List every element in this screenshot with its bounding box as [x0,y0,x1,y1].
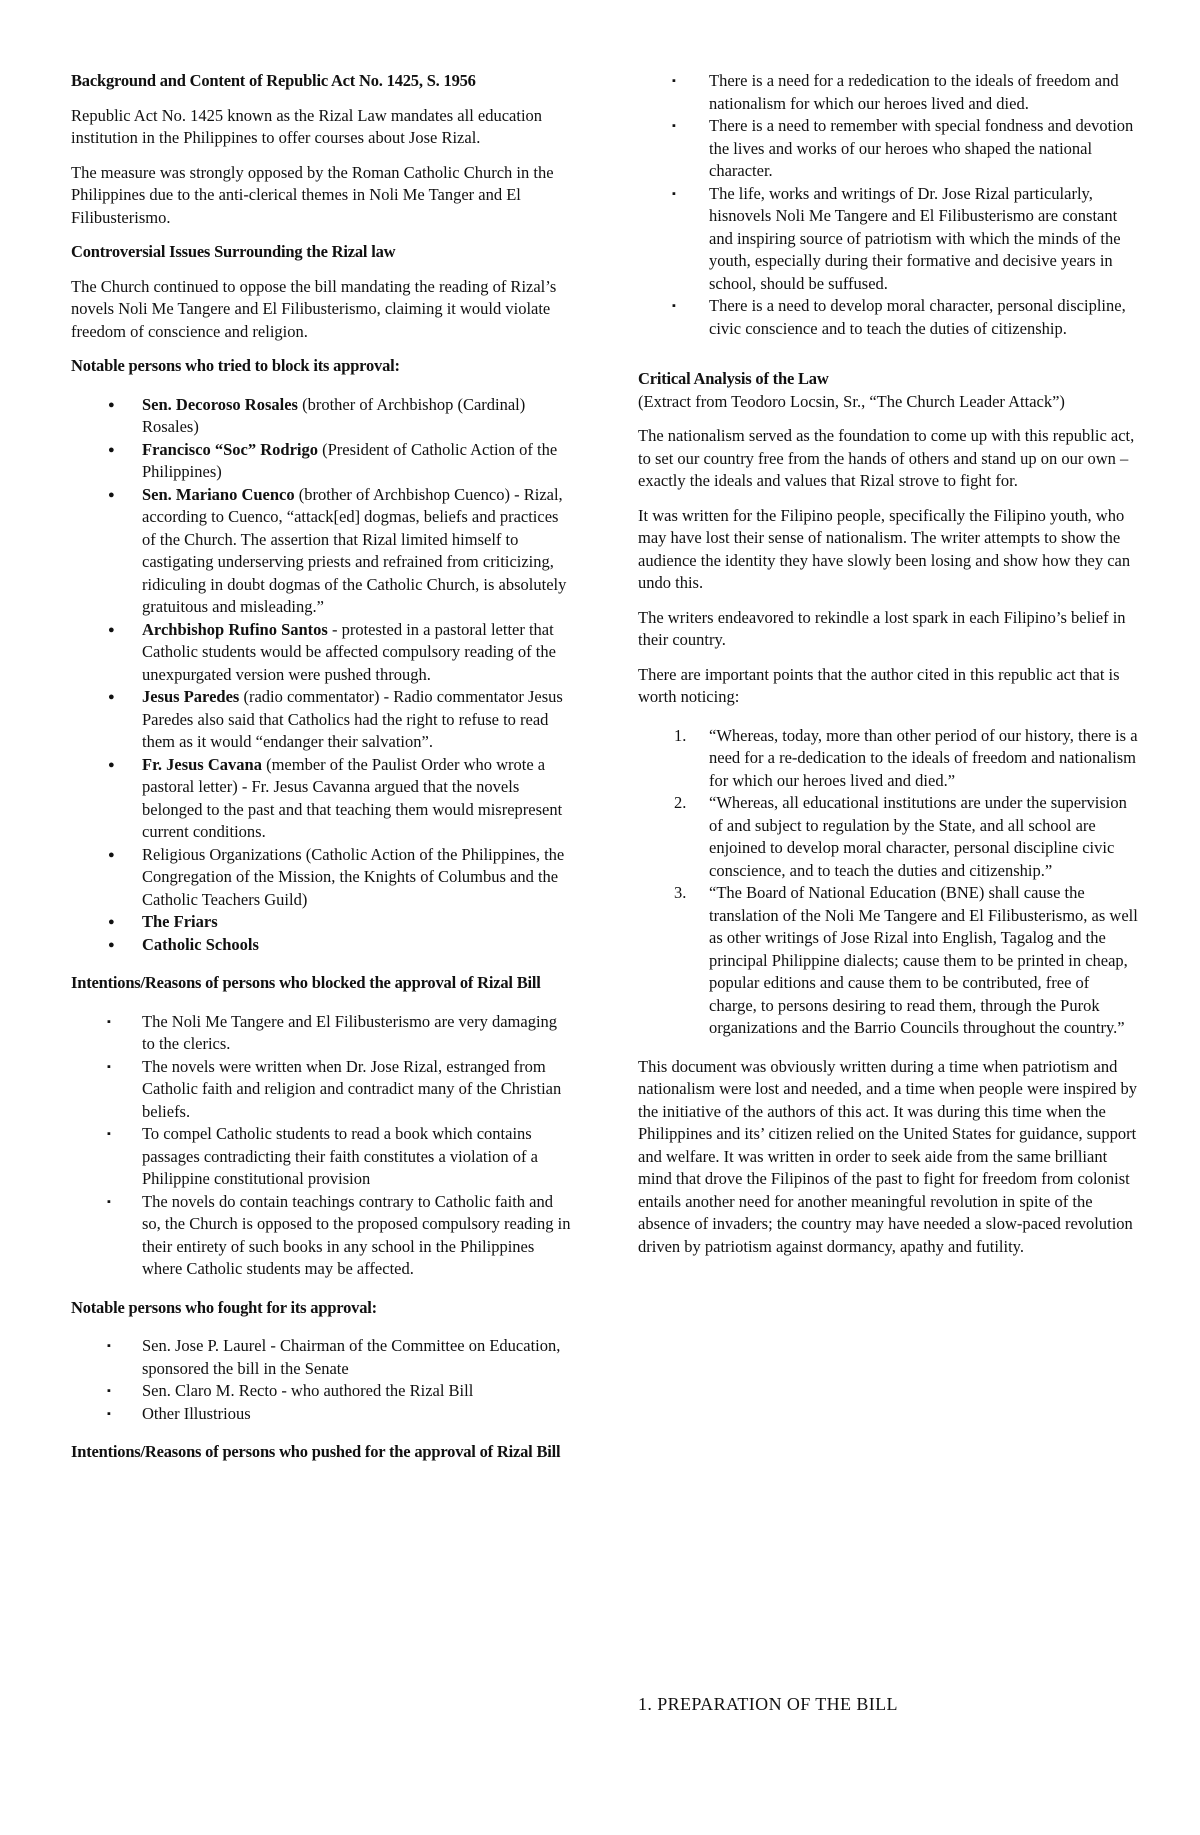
list-item: ▪ The novels were written when Dr. Jose Rizal, estranged from Catholic faith and religion and contradict many of the Christian beliefs. [71,1056,571,1124]
points-list [638,725,1138,1040]
list-item: ● The Friars [71,911,571,934]
list-item: ▪ Other Illustrious [71,1403,571,1426]
heading-notable-supporters: Notable persons who fought for its approval: [71,1297,377,1317]
list-item: ● Sen. Mariano Cuenco (brother of Archbishop Cuenco) - Rizal, according to Cuenco, “attack[ed] dogmas, beliefs and practices of the Church. The assertion that Rizal limited himself to castigating underserving priests and refrained from criticizing, ridiculing in doubt dogmas of the Catholic Church, is absolutely gratuitous and misleading.” [71,484,571,619]
list-item: ● Fr. Jesus Cavana (member of the Paulist Order who wrote a pastoral letter) - Fr. Jesus Cavanna argued that the novels belonged to the past and that teaching them would misrepresent current conditions. [71,754,571,844]
list-item: ● Jesus Paredes (radio commentator) - Radio commentator Jesus Paredes also said that Catholics had the right to refuse to read them as it would “endanger their salvation”. [71,686,571,754]
heading-reasons-blocked: Intentions/Reasons of persons who blocked the approval of Rizal Bill [71,973,541,992]
list-item: ▪ There is a need to develop moral character, personal discipline, civic conscience and to teach the duties of citizenship. [638,295,1138,340]
list-item: ● Francisco “Soc” Rodrigo (President of Catholic Action of the Philippines) [71,439,571,484]
supporters-list [71,1335,571,1425]
list-item: 3. “The Board of National Education (BNE) shall cause the translation of the Noli Me Tangere and El Filibusterismo, as well as other writings of Jose Rizal into English, Tagalog and the principal Philippine dialects; cause them to be printed in cheap, popular editions and cause them to be contributed, free of charge, to persons desiring to read them, through the Purok organizations and the Barrio Councils throughout the country.” [674,883,1138,1037]
blockers-list [71,394,571,957]
heading-notable-blockers: Notable persons who tried to block its approval: [71,356,400,375]
heading-controversial-issues: Controversial Issues Surrounding the Rizal law [71,242,396,261]
reasons-blocked-list [71,1011,571,1281]
paragraph-nationalism: The nationalism served as the foundation to come up with this republic act, to set our country free from the hands of others and stand up on our own – exactly the ideals and values that Rizal strove to fight for. [638,426,1135,490]
paragraph-rekindle: The writers endeavored to rekindle a lost spark in each Filipino’s belief in their country. [638,607,1126,649]
list-item: ▪ The Noli Me Tangere and El Filibusterismo are very damaging to the clerics. [71,1011,571,1056]
paragraph-conclusion: This document was obviously written during a time when patriotism and nationalism were lost and needed, and a time when people were inspired by the initiative of the authors of this act. It was during this time when the Philippines and its’ citizen relied on the United States for guidance, support and welfare. It was written in order to seek aide from the same brilliant mind that drove the Filipinos of the past to fight for freedom from colonist entails another need for another meaningful revolution in spite of the absence of invaders; the country may have needed a slow-paced revolution driven by patriotism against dormancy, apathy and futility. [638,1056,1137,1256]
reasons-pushed-list [638,70,1138,340]
paragraph-church-oppose: The Church continued to oppose the bill mandating the reading of Rizal’s novels Noli Me Tangere and El Filibusterismo, claiming it would violate freedom of conscience and religion. [71,276,557,341]
paragraph-filipino-people: It was written for the Filipino people, specifically the Filipino youth, who may have lost their sense of nationalism. The writer attempts to show the audience the identity they have slowly been losing and show how they can undo this. [638,505,1131,592]
right-column [638,70,1138,1258]
list-item: ● Archbishop Rufino Santos - protested in a pastoral letter that Catholic students would be affected compulsory reading of the unexpurgated version were pushed through. [71,619,571,687]
list-item: ▪ The novels do contain teachings contrary to Catholic faith and so, the Church is opposed to the proposed compulsory reading in their entirety of such books in any school in the Philippines where Catholic students may be affected. [71,1191,571,1281]
list-item: 2. “Whereas, all educational institutions are under the supervision of and subject to regulation by the State, and all school are enjoined to develop moral character, personal discipline civic conscience, and to teach the duties and citizenship.” [674,793,1127,880]
section-heading-preparation: 1. PREPARATION OF THE BILL [638,1694,898,1714]
heading-critical-analysis: Critical Analysis of the Law [638,369,829,388]
list-item: ● Catholic Schools [71,934,571,957]
list-item: ● Religious Organizations (Catholic Action of the Philippines, the Congregation of the Mission, the Knights of Columbus and the Catholic Teachers Guild) [71,844,571,912]
list-item: ▪ There is a need for a rededication to the ideals of freedom and nationalism for which our heroes lived and died. [638,70,1138,115]
list-item: ● Sen. Decoroso Rosales (brother of Archbishop (Cardinal) Rosales) [71,394,571,439]
paragraph-rizal-law: Republic Act No. 1425 known as the Rizal Law mandates all education institution in the Philippines to offer courses about Jose Rizal. [71,105,543,147]
list-item: ▪ Sen. Jose P. Laurel - Chairman of the Committee on Education, sponsored the bill in the Senate [71,1335,571,1380]
left-column [71,70,571,1464]
list-item: ▪ To compel Catholic students to read a book which contains passages contradicting their faith constitutes a violation of a Philippine constitutional provision [71,1123,571,1191]
list-item: 1. “Whereas, today, more than other period of our history, there is a need for a re-dedication to the ideals of freedom and nationalism for which our heroes lived and died.” [674,725,1138,790]
paragraph-opposition: The measure was strongly opposed by the Roman Catholic Church in the Philippines due to the anti-clerical themes in Noli Me Tanger and El Filibusterismo. [71,162,554,227]
list-item: ▪ The life, works and writings of Dr. Jose Rizal particularly, hisnovels Noli Me Tangere and El Filibusterismo are constant and inspiring source of patriotism with which the minds of the youth, especially during their formative and decisive years in school, should be suffused. [638,183,1138,296]
list-item: ▪ There is a need to remember with special fondness and devotion the lives and works of our heroes who shaped the national character. [638,115,1138,183]
paragraph-important-points: There are important points that the author cited in this republic act that is worth noticing: [638,664,1120,706]
heading-background: Background and Content of Republic Act No. 1425, S. 1956 [71,71,476,90]
extract-source: (Extract from Teodoro Locsin, Sr., “The Church Leader Attack”) [638,391,1065,411]
heading-reasons-pushed: Intentions/Reasons of persons who pushed for the approval of Rizal Bill [71,1442,561,1461]
list-item: ▪ Sen. Claro M. Recto - who authored the Rizal Bill [71,1380,571,1403]
